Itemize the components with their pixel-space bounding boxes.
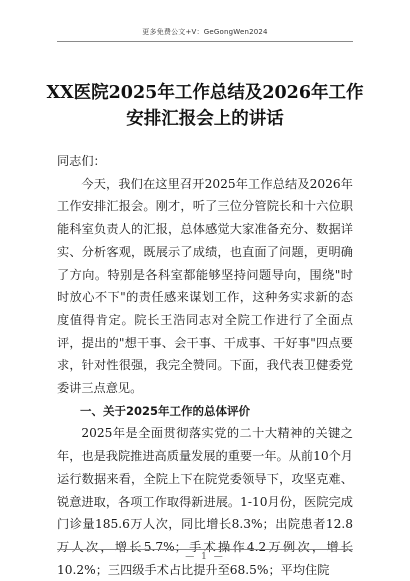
title-line-1: XX医院2025年工作总结及2026年工作 [46,83,364,103]
header-divider [57,41,353,42]
title-line-2: 安排汇报会上的讲话 [126,109,284,129]
paragraph-evaluation: 2025年是全面贯彻落实党的二十大精神的关键之年，也是我院推进高质量发展的重要一年。从前10个月运行数据来看，全院上下在院党委领导下，攻坚克难、锐意进取，各项工作取得新进展。1-10月份，医院完成门诊量185.6万人次，同比增长8.3%；出院患者12.8万人次，增长5.7%；手术操作4.2万例次，增长10.2%；三四级手术占比提升至68.5%；平均住院 [57,426,353,577]
paragraph-opening: 今天，我们在这里召开2025年工作总结及2026年工作安排汇报会。刚才，听了三位分管院长和十六位职能科室负责人的汇报，总体感觉大家准备充分、数据详实、分析客观，既展示了成绩，也直面了问题，更明确了方向。特别是各科室都能够坚持问题导向，围绕"时时放心不下"的责任感来谋划工作，这种务实求新的态度值得肯定。院长王浩同志对全院工作进行了全面点评，提出的"想干事、会干事、干成事、干好事"四点要求，针对性很强，我完全赞同。下面，我代表卫健委党委讲三点意见。 [57,176,353,396]
header-note: 更多免费公文+V：GeGongWen2024 [142,28,268,36]
page-number: — 1 — [185,552,225,562]
salutation: 同志们： [57,154,106,168]
footer-divider [57,549,353,550]
document-body [57,150,353,581]
section-heading-1: 一、关于2025年工作的总体评价 [80,403,251,418]
document-title [0,80,410,132]
